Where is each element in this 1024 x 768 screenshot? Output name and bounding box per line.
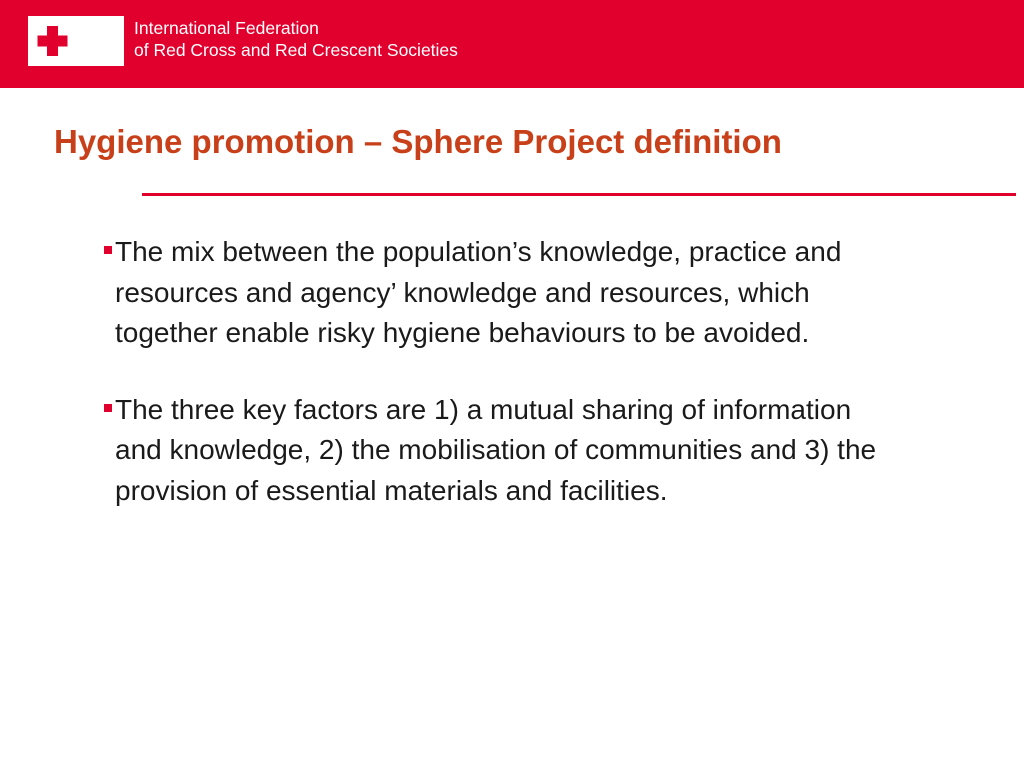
- header-bar: [0, 0, 1024, 88]
- bullet-list: [104, 232, 904, 547]
- slide-title: Hygiene promotion – Sphere Project definition: [54, 123, 782, 160]
- bullet-text: The three key factors are 1) a mutual sharing of information and knowledge, 2) the mobilisation of communities and 3) the provision of essential materials and facilities.: [115, 393, 877, 506]
- bullet-text: The mix between the population’s knowledge, practice and resources and agency’ knowledge and resources, which together enable risky hygiene behaviours to be avoided.: [115, 236, 842, 348]
- square-bullet-icon: [104, 246, 112, 254]
- organization-name: [134, 17, 458, 61]
- logo: [28, 16, 124, 66]
- organization-name-line2: of Red Cross and Red Crescent Societies: [134, 40, 458, 60]
- red-cross-red-crescent-icon: [30, 18, 122, 64]
- square-bullet-icon: [104, 404, 112, 412]
- bullet-item: [104, 232, 904, 354]
- title-divider: [142, 193, 1016, 196]
- bullet-item: [104, 390, 904, 512]
- organization-name-line1: International Federation: [134, 18, 319, 38]
